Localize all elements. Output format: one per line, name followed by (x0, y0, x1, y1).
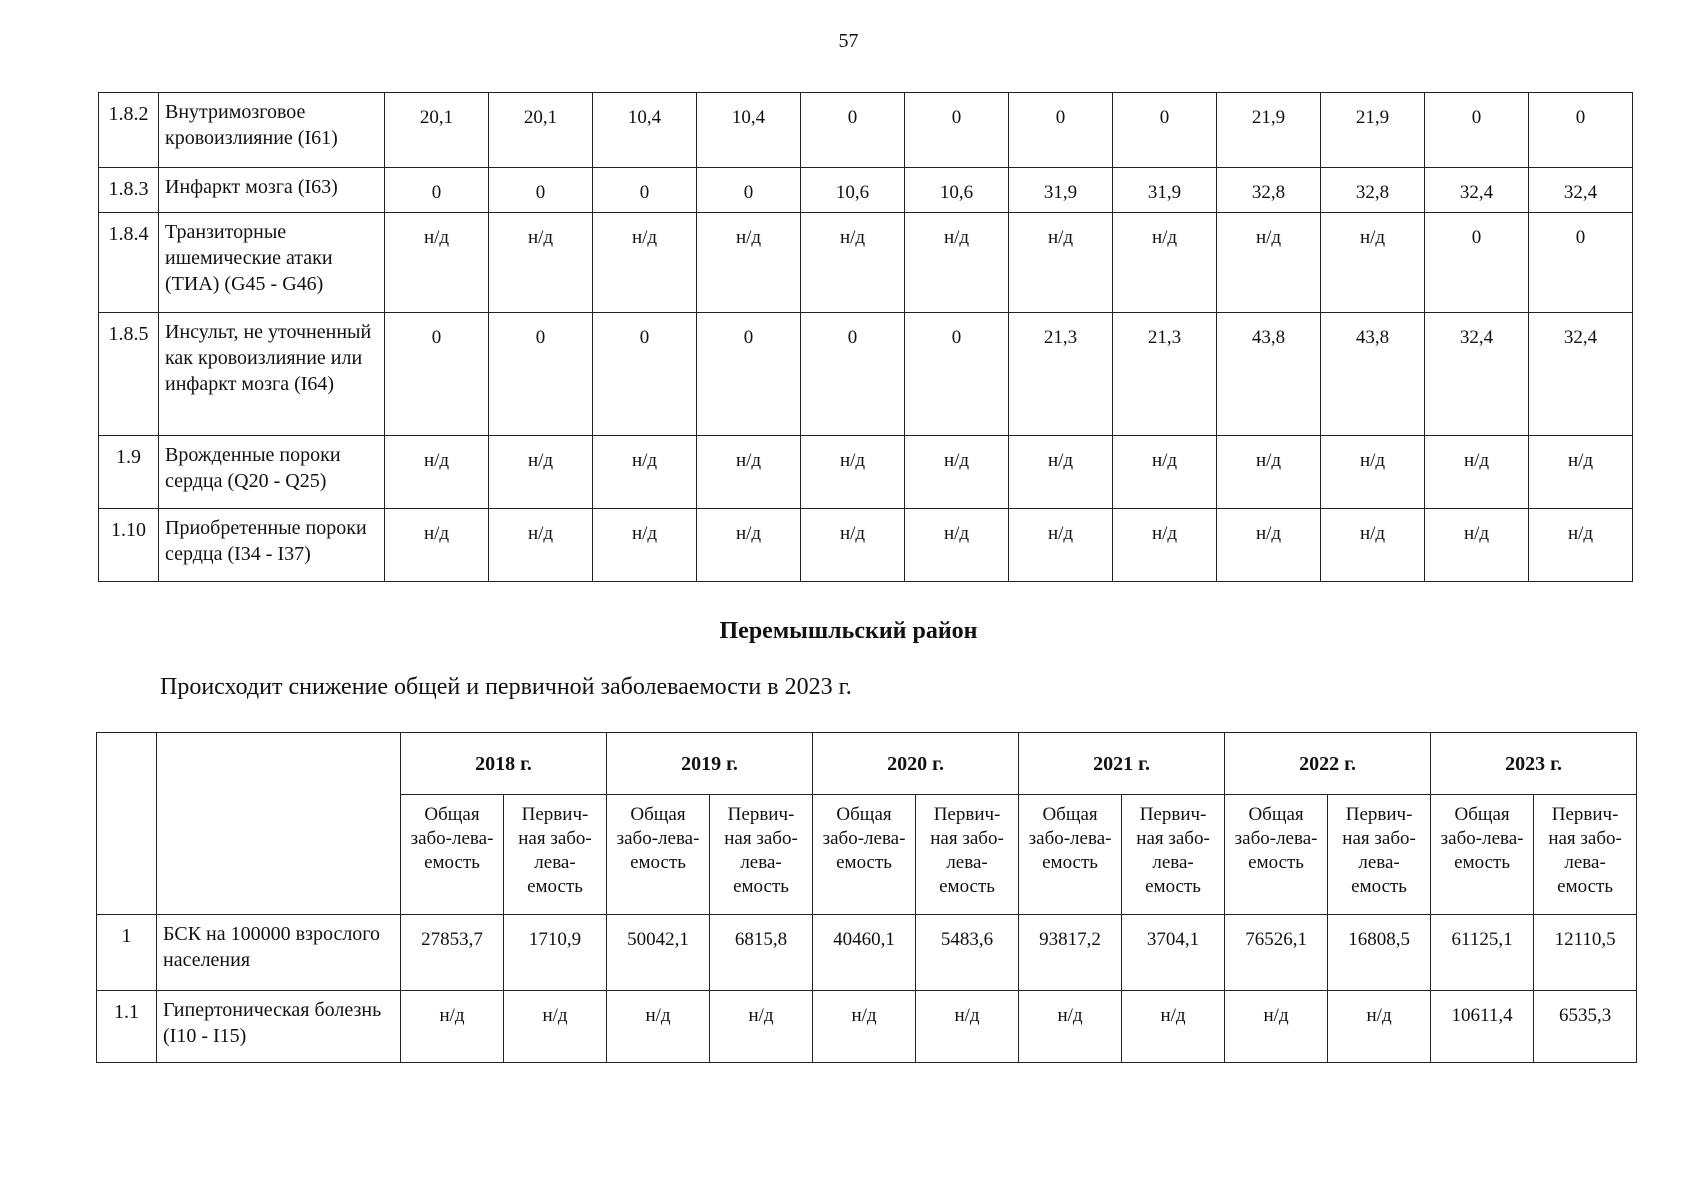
value-cell: 0 (905, 93, 1009, 168)
value-cell: н/д (1217, 213, 1321, 313)
value-cell: н/д (1425, 436, 1529, 509)
subheader-general: Общая забо-лева-емость (1431, 795, 1534, 915)
subheader-primary: Первич-ная забо-лева-емость (710, 795, 813, 915)
subheader-general: Общая забо-лева-емость (813, 795, 916, 915)
table-row (99, 436, 1633, 509)
value-cell: 43,8 (1321, 313, 1425, 436)
value-cell: н/д (1122, 991, 1225, 1063)
subheader-primary: Первич-ная забо-лева-емость (916, 795, 1019, 915)
row-code: 1.8.3 (99, 168, 159, 213)
year-header: 2019 г. (607, 733, 813, 795)
subheader-primary: Первич-ная забо-лева-емость (1122, 795, 1225, 915)
value-cell: н/д (385, 436, 489, 509)
value-cell: 0 (697, 313, 801, 436)
value-cell: 0 (1009, 93, 1113, 168)
value-cell: н/д (593, 509, 697, 582)
row-code: 1.8.4 (99, 213, 159, 313)
value-cell: н/д (489, 213, 593, 313)
district-data-table (96, 732, 1637, 1063)
value-cell: 32,8 (1321, 168, 1425, 213)
value-cell: 32,4 (1529, 168, 1633, 213)
value-cell: 21,9 (1217, 93, 1321, 168)
row-name: Инсульт, не уточненный как кровоизлияние или инфаркт мозга (I64) (159, 313, 385, 436)
value-cell: н/д (905, 213, 1009, 313)
subheader-general: Общая забо-лева-емость (607, 795, 710, 915)
value-cell: н/д (1113, 436, 1217, 509)
value-cell: 0 (489, 168, 593, 213)
row-code: 1.10 (99, 509, 159, 582)
value-cell: н/д (697, 509, 801, 582)
subheader-primary: Первич-ная забо-лева-емость (1328, 795, 1431, 915)
table-row (99, 213, 1633, 313)
value-cell: н/д (1113, 213, 1217, 313)
subheader-general: Общая забо-лева-емость (1225, 795, 1328, 915)
row-name: Инфаркт мозга (I63) (159, 168, 385, 213)
value-cell: н/д (697, 436, 801, 509)
value-cell: 0 (801, 93, 905, 168)
value-cell: 0 (1113, 93, 1217, 168)
value-cell: 0 (1425, 93, 1529, 168)
value-cell: н/д (1009, 509, 1113, 582)
value-cell: н/д (1009, 213, 1113, 313)
value-cell: 32,4 (1425, 313, 1529, 436)
row-name: Приобретенные пороки сердца (I34 - I37) (159, 509, 385, 582)
value-cell: 43,8 (1217, 313, 1321, 436)
value-cell: 21,3 (1009, 313, 1113, 436)
value-cell: 10,6 (905, 168, 1009, 213)
value-cell: 76526,1 (1225, 915, 1328, 991)
value-cell: 21,3 (1113, 313, 1217, 436)
value-cell: н/д (1217, 436, 1321, 509)
section-intro: Происходит снижение общей и первичной заболеваемости в 2023 г. (160, 674, 852, 700)
table-row (97, 991, 1637, 1063)
value-cell: н/д (1321, 436, 1425, 509)
top-data-table (98, 92, 1633, 582)
header-name (157, 733, 401, 915)
subheader-primary: Первич-ная забо-лева-емость (1534, 795, 1637, 915)
value-cell: 6535,3 (1534, 991, 1637, 1063)
year-header: 2021 г. (1019, 733, 1225, 795)
value-cell: 3704,1 (1122, 915, 1225, 991)
value-cell: 10,4 (593, 93, 697, 168)
value-cell: 31,9 (1009, 168, 1113, 213)
value-cell: 31,9 (1113, 168, 1217, 213)
value-cell: н/д (710, 991, 813, 1063)
value-cell: н/д (801, 213, 905, 313)
value-cell: н/д (385, 509, 489, 582)
value-cell: 0 (385, 168, 489, 213)
value-cell: н/д (801, 509, 905, 582)
section-title: Перемышльский район (719, 618, 978, 644)
row-code: 1 (97, 915, 157, 991)
value-cell: н/д (905, 436, 1009, 509)
row-code: 1.8.2 (99, 93, 159, 168)
value-cell: н/д (905, 509, 1009, 582)
year-header: 2020 г. (813, 733, 1019, 795)
value-cell: 40460,1 (813, 915, 916, 991)
row-name: Транзиторные ишемические атаки (ТИА) (G45 - G46) (159, 213, 385, 313)
value-cell: н/д (607, 991, 710, 1063)
subheader-general: Общая забо-лева-емость (401, 795, 504, 915)
row-name: БСК на 100000 взрослого населения (157, 915, 401, 991)
value-cell: 10,4 (697, 93, 801, 168)
value-cell: 10,6 (801, 168, 905, 213)
value-cell: 12110,5 (1534, 915, 1637, 991)
value-cell: н/д (1328, 991, 1431, 1063)
value-cell: 61125,1 (1431, 915, 1534, 991)
value-cell: 16808,5 (1328, 915, 1431, 991)
value-cell: 32,4 (1425, 168, 1529, 213)
row-name: Врожденные пороки сердца (Q20 - Q25) (159, 436, 385, 509)
value-cell: 0 (905, 313, 1009, 436)
value-cell: н/д (801, 436, 905, 509)
value-cell: н/д (593, 213, 697, 313)
year-header-row (97, 733, 1637, 795)
page-number: 57 (838, 30, 859, 52)
table-row (99, 509, 1633, 582)
value-cell: н/д (1225, 991, 1328, 1063)
row-name: Гипертоническая болезнь (I10 - I15) (157, 991, 401, 1063)
table-row (99, 168, 1633, 213)
row-code: 1.9 (99, 436, 159, 509)
value-cell: н/д (1009, 436, 1113, 509)
value-cell: н/д (916, 991, 1019, 1063)
year-header: 2022 г. (1225, 733, 1431, 795)
value-cell: н/д (697, 213, 801, 313)
subheader-primary: Первич-ная забо-лева-емость (504, 795, 607, 915)
value-cell: 32,4 (1529, 313, 1633, 436)
value-cell: 93817,2 (1019, 915, 1122, 991)
value-cell: н/д (489, 436, 593, 509)
value-cell: н/д (593, 436, 697, 509)
row-name: Внутримозговое кровоизлияние (I61) (159, 93, 385, 168)
subheader-general: Общая забо-лева-емость (1019, 795, 1122, 915)
value-cell: 0 (801, 313, 905, 436)
value-cell: 0 (1529, 213, 1633, 313)
year-header: 2023 г. (1431, 733, 1637, 795)
value-cell: 10611,4 (1431, 991, 1534, 1063)
row-code: 1.1 (97, 991, 157, 1063)
value-cell: 50042,1 (607, 915, 710, 991)
value-cell: н/д (1529, 509, 1633, 582)
value-cell: 20,1 (489, 93, 593, 168)
value-cell: н/д (1425, 509, 1529, 582)
header-code (97, 733, 157, 915)
table-row (99, 93, 1633, 168)
table-row (99, 313, 1633, 436)
value-cell: н/д (1217, 509, 1321, 582)
value-cell: н/д (1529, 436, 1633, 509)
value-cell: 6815,8 (710, 915, 813, 991)
value-cell: 0 (385, 313, 489, 436)
value-cell: н/д (401, 991, 504, 1063)
value-cell: н/д (489, 509, 593, 582)
value-cell: 20,1 (385, 93, 489, 168)
value-cell: 0 (593, 313, 697, 436)
value-cell: 1710,9 (504, 915, 607, 991)
value-cell: н/д (1321, 213, 1425, 313)
value-cell: н/д (813, 991, 916, 1063)
value-cell: 5483,6 (916, 915, 1019, 991)
value-cell: 0 (1425, 213, 1529, 313)
year-header: 2018 г. (401, 733, 607, 795)
row-code: 1.8.5 (99, 313, 159, 436)
value-cell: н/д (385, 213, 489, 313)
table-row (97, 915, 1637, 991)
value-cell: 0 (1529, 93, 1633, 168)
value-cell: н/д (504, 991, 607, 1063)
value-cell: 21,9 (1321, 93, 1425, 168)
value-cell: 32,8 (1217, 168, 1321, 213)
value-cell: 0 (697, 168, 801, 213)
value-cell: н/д (1321, 509, 1425, 582)
value-cell: 0 (489, 313, 593, 436)
value-cell: 0 (593, 168, 697, 213)
value-cell: н/д (1019, 991, 1122, 1063)
value-cell: 27853,7 (401, 915, 504, 991)
value-cell: н/д (1113, 509, 1217, 582)
